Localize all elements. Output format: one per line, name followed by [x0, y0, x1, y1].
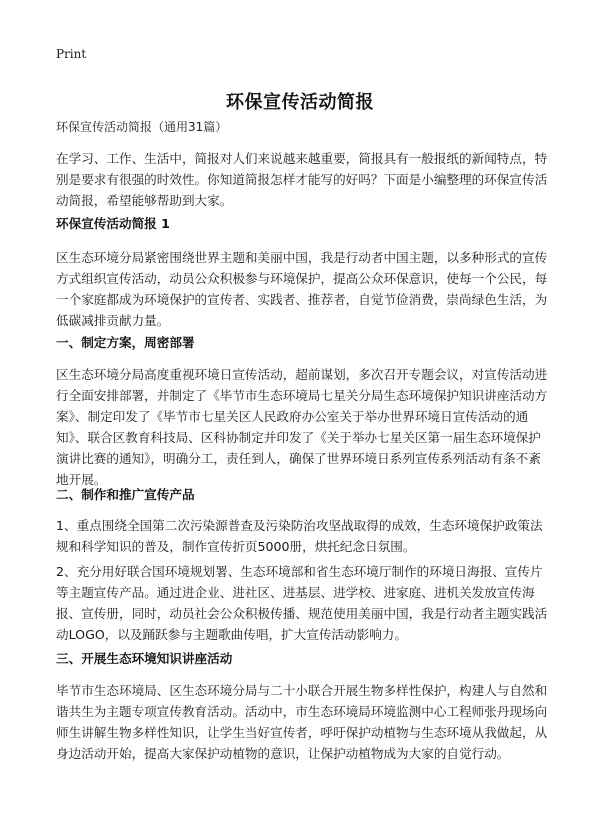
document-subtitle: 环保宣传活动简报（通用31篇）: [56, 120, 228, 134]
intro-paragraph: 在学习、工作、生活中，简报对人们来说越来越重要，简报具有一般报纸的新闻特点，特别是要求有很强的时效性。你知道简报怎样才能写的好吗？下面是小编整理的环保宣传活动简报，希望能够帮助到大家。: [56, 151, 548, 208]
part-3-paragraph: 毕节市生态环境局、区生态环境分局与二十小联合开展生物多样性保护，构建人与自然和谐共生为主题专项宣传教育活动。活动中，市生态环境局环境监测中心工程师张丹现场向师生讲解生物多样性知识，让学生当好宣传者，呼吁保护动植物与生态环境从我做起，从身边活动开始，提高大家保护动植物的意识，让保护动植物成为大家的自觉行动。: [56, 683, 548, 761]
part-2-heading: 二、制作和推广宣传产品: [56, 487, 195, 502]
print-label: Print: [56, 47, 87, 61]
page-title: 环保宣传活动简报: [226, 92, 374, 114]
part-2-paragraph-1: 1、重点围绕全国第二次污染源普查及污染防治攻坚战取得的成效，生态环境保护政策法规和科学知识的普及，制作宣传折页5000册，烘托纪念日氛围。: [56, 518, 543, 554]
section-1-paragraph: 区生态环境分局紧密围绕世界主题和美丽中国，我是行动者中国主题，以多种形式的宣传方式组织宣传活动，动员公众积极参与环境保护，提高公众环保意识，使每一个公民，每一个家庭都成为环境保护的宣传者、实践者、推荐者，自觉节俭消费，崇尚绿色生活，为低碳减排贡献力量。: [56, 250, 548, 328]
section-heading-1: 环保宣传活动简报 1: [56, 216, 170, 231]
part-2-paragraph-2: 2、充分用好联合国环境规划署、生态环境部和省生态环境厅制作的环境日海报、宣传片等主题宣传产品。通过进企业、进社区、进基层、进学校、进家庭、进机关发放宣传海报、宣传册，同时，动员社会公众积极传播、规范使用美丽中国，我是行动者主题实践活动LOGO，以及踊跃参与主题歌曲传唱，扩大宣传活动影响力。: [56, 564, 548, 642]
part-1-heading: 一、制定方案，周密部署: [56, 335, 195, 350]
part-1-paragraph: 区生态环境分局高度重视环境日宣传活动，超前谋划，多次召开专题会议，对宣传活动进行全面安排部署，并制定了《毕节市生态环境局七星关分局生态环境保护知识讲座活动方案》、制定印发了《毕节市七星关区人民政府办公室关于举办世界环境日宣传活动的通知》、联合区教育科技局、区科协制定并印发了《关于举办七星关区第一届生态环境保护演讲比赛的通知》，明确分工，责任到人，确保了世界环境日系列宣传系列活动有条不紊地开展。: [56, 367, 548, 487]
part-3-heading: 三、开展生态环境知识讲座活动: [56, 651, 233, 666]
